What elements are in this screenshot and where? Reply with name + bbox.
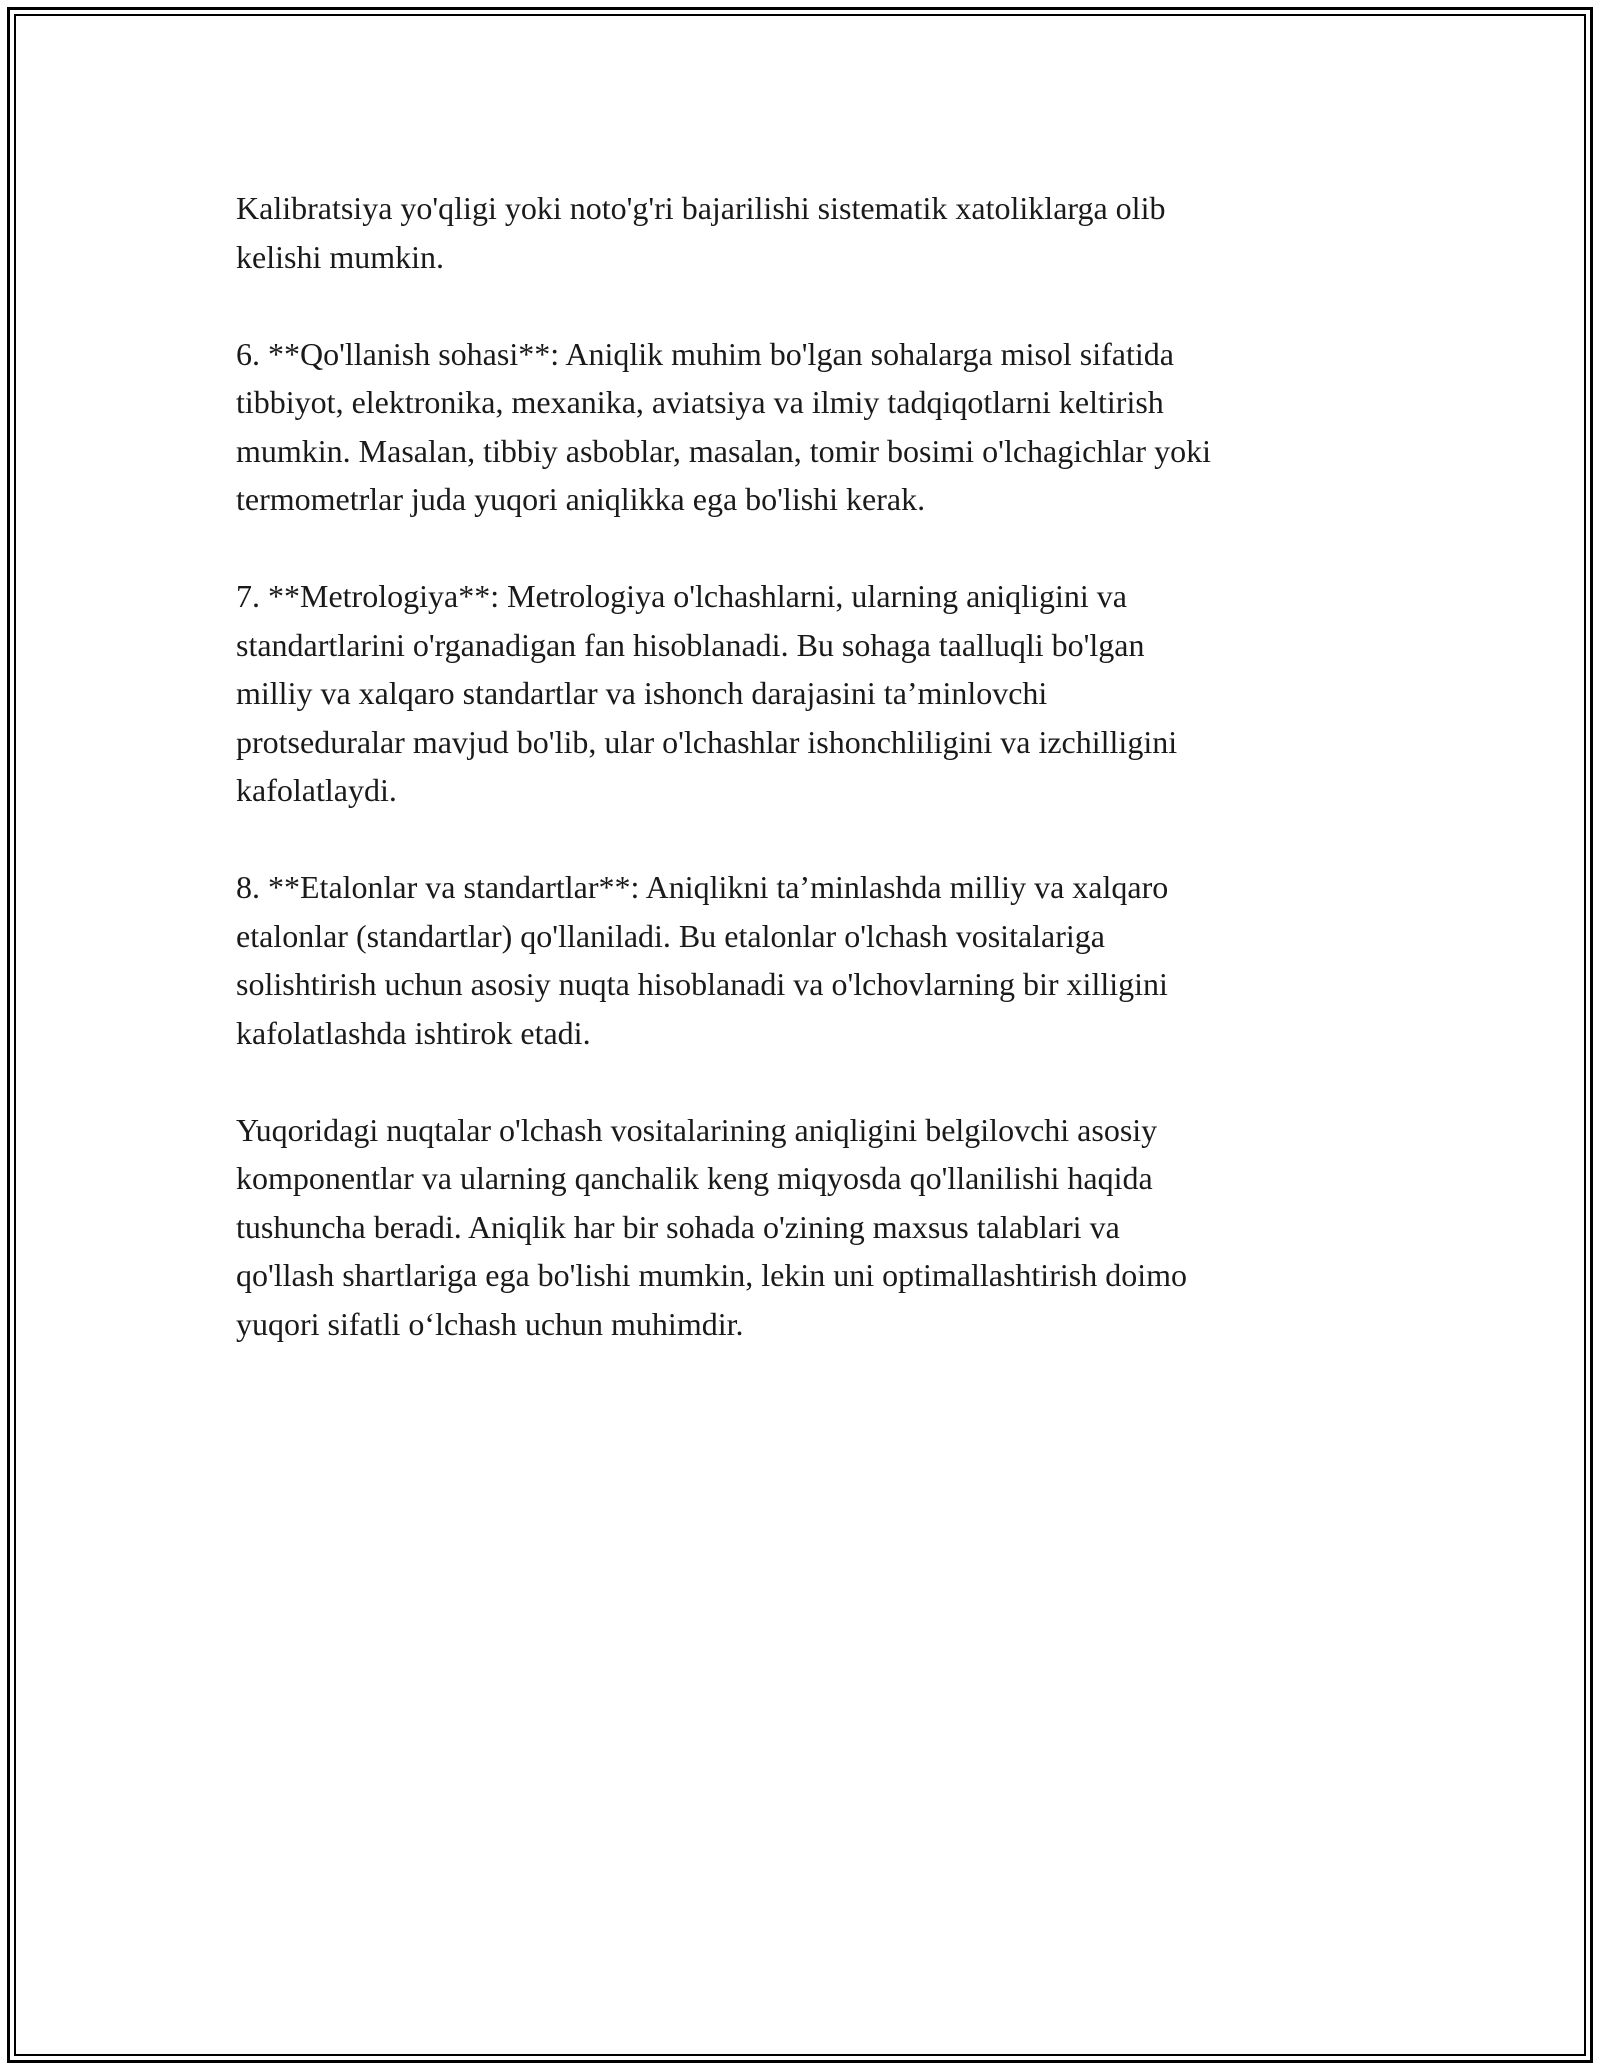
text-line: Kalibratsiya yo'qligi yoki noto'g'ri bajarilishi sistematik xatoliklarga olib: [236, 190, 1166, 226]
text-line: etalonlar (standartlar) qo'llaniladi. Bu etalonlar o'lchash vositalariga: [236, 917, 1105, 954]
text-line: komponentlar va ularning qanchalik keng miqyosda qo'llanilishi haqida: [236, 1160, 1153, 1196]
text-line: tushuncha beradi. Aniqlik har bir sohada o'zining maxsus talablari va: [236, 1208, 1120, 1245]
text-line: kafolatlaydi.: [236, 772, 397, 808]
paragraph-etalons-standards: [236, 863, 1376, 1057]
text-line: 7. **Metrologiya**: Metrologiya o'lchashlarni, ularning aniqligini va: [236, 578, 1127, 614]
text-line: Yuqoridagi nuqtalar o'lchash vositalarining aniqligini belgilovchi asosiy: [236, 1111, 1158, 1148]
text-line: 6. **Qo'llanish sohasi**: Aniqlik muhim bo'lgan sohalarga misol sifatida: [236, 335, 1174, 372]
text-line: kafolatlashda ishtirok etadi.: [236, 1014, 591, 1051]
text-line: qo'llash shartlariga ega bo'lishi mumkin, lekin uni optimallashtirish doimo: [236, 1257, 1187, 1293]
text-line: yuqori sifatli o‘lchash uchun muhimdir.: [236, 1305, 744, 1342]
text-line: protseduralar mavjud bo'lib, ular o'lchashlar ishonchliligini va izchilligini: [236, 723, 1178, 760]
paragraph-calibration: [236, 184, 1376, 281]
paragraph-conclusion: [236, 1106, 1376, 1349]
document-body: [236, 184, 1376, 1397]
text-line: milliy va xalqaro standartlar va ishonch darajasini ta’minlovchi: [236, 675, 1048, 711]
text-line: 8. **Etalonlar va standartlar**: Aniqlikni ta’minlashda milliy va xalqaro: [236, 869, 1169, 905]
paragraph-metrology: [236, 572, 1376, 815]
text-line: termometrlar juda yuqori aniqlikka ega bo'lishi kerak.: [236, 481, 926, 517]
text-line: solishtirish uchun asosiy nuqta hisoblanadi va o'lchovlarning bir xilligini: [236, 966, 1168, 1002]
paragraph-application-area: [236, 330, 1376, 524]
text-line: kelishi mumkin.: [236, 238, 444, 275]
text-line: standartlarini o'rganadigan fan hisoblanadi. Bu sohaga taalluqli bo'lgan: [236, 626, 1145, 663]
text-line: mumkin. Masalan, tibbiy asboblar, masalan, tomir bosimi o'lchagichlar yoki: [236, 432, 1211, 469]
text-line: tibbiyot, elektronika, mexanika, aviatsiya va ilmiy tadqiqotlarni keltirish: [236, 384, 1164, 420]
